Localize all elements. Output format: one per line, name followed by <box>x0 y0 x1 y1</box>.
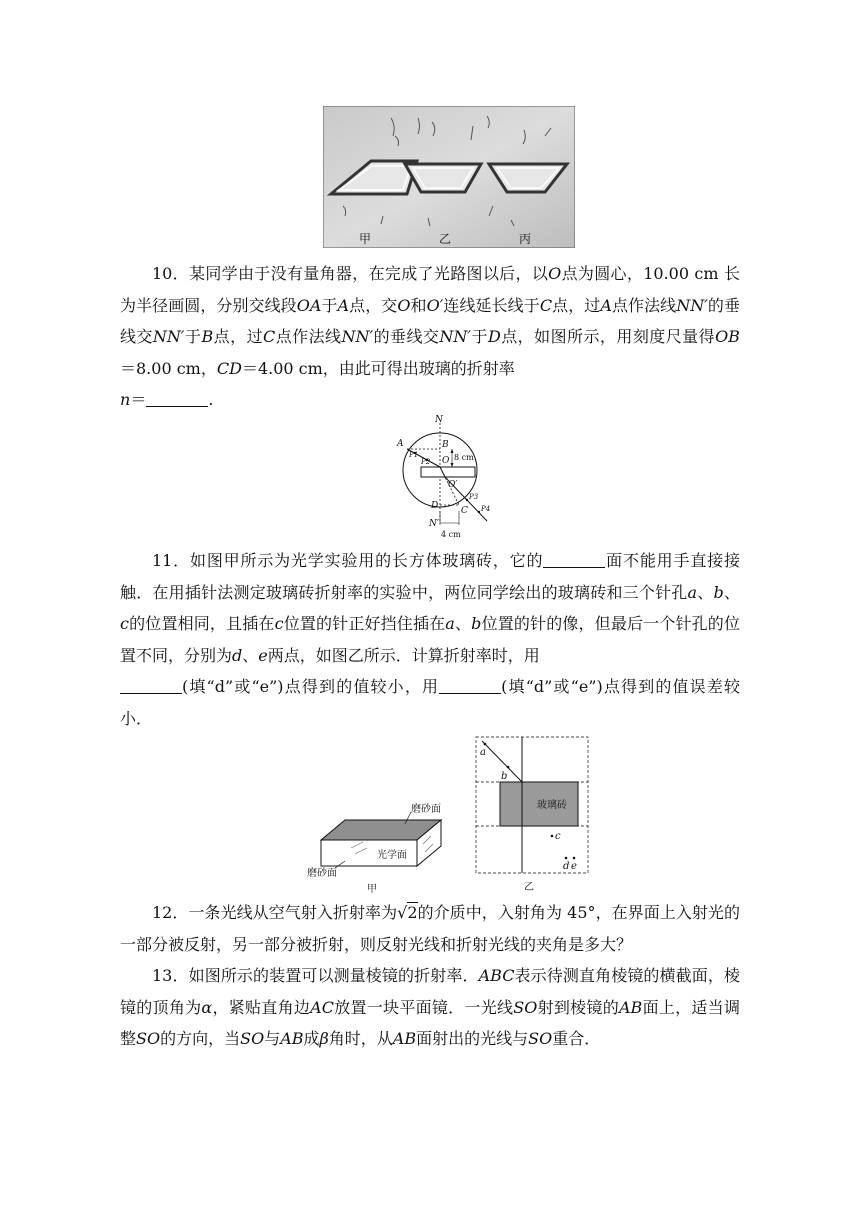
answer-blank-q10[interactable] <box>146 388 208 407</box>
sqrt-symbol: √ <box>397 903 408 922</box>
label-4cm: 4 cm <box>441 530 461 539</box>
label-P2: P2 <box>421 458 431 466</box>
caption-jia: 甲 <box>367 884 377 895</box>
label-glass: 玻璃砖 <box>537 800 567 811</box>
question-11: 11．如图甲所示为光学实验用的长方体玻璃砖，它的 面不能用手直接接触．在用插针法测定玻璃砖折射率的实验中，两位同学绘出的玻璃砖和三个针孔a、b、c的位置相同，且插在c位置的针正好挡住插在a、b位置的针的像，但最后一个针孔的位置不同，分别为d、e两点，如图乙所示．计算折射率时，用 (填“d”或“e”)点得到的值较小，用 (填“d”或“e”)点得到的值误差较小． <box>120 551 740 728</box>
label-top-frosted: 磨砂面 <box>411 804 441 815</box>
label-Np: N′ <box>429 519 439 529</box>
label-P1: P1 <box>409 451 419 459</box>
figure-q11-yi <box>470 733 595 895</box>
figure-q10 <box>395 413 505 545</box>
label-d: d <box>563 861 570 872</box>
question-10: 10．某同学由于没有量角器，在完成了光路图以后，以O点为圆心，10.00 cm 长为半径画圆，分别交线段OA于A点，交O和O′连线延长线于C点，过A点作法线NN′的垂线交NN′于B点，过C点作法线NN′的垂线交NN′于D点，如图所示，用刻度尺量得OB＝8.00 cm，CD＝4.00 cm，由此可得出玻璃的折射率 n＝ . <box>120 264 740 409</box>
answer-blank-q11-1[interactable] <box>543 549 605 568</box>
label-C: C <box>461 506 468 516</box>
label-B: B <box>442 440 449 450</box>
photo-label-yi: 乙 <box>439 232 452 246</box>
label-Op: O′ <box>448 480 458 490</box>
photo-label-bing: 丙 <box>519 232 532 246</box>
prism-photo <box>323 106 575 248</box>
label-8cm: 8 cm <box>454 453 474 462</box>
label-optical-face: 光学面 <box>377 850 407 861</box>
label-e: e <box>571 861 577 872</box>
label-O: O <box>442 456 450 466</box>
label-a: a <box>480 747 486 758</box>
label-side-frosted: 磨砂面 <box>307 868 337 879</box>
label-b: b <box>501 771 508 782</box>
photo-label-jia: 甲 <box>359 232 372 246</box>
label-P3: P3 <box>469 493 479 501</box>
question-12: 12．一条光线从空气射入折射率为√2的介质中，入射角为 45°，在界面上入射光的一部分被反射，另一部分被折射，则反射光线和折射光线的夹角是多大？ <box>120 903 740 954</box>
label-c: c <box>555 831 561 842</box>
label-A: A <box>397 439 404 449</box>
answer-blank-q11-2[interactable] <box>120 675 182 694</box>
caption-yi: 乙 <box>524 882 534 893</box>
label-N: N <box>435 415 443 425</box>
label-P4: P4 <box>481 505 491 513</box>
question-13: 13．如图所示的装置可以测量棱镜的折射率．ABC表示待测直角棱镜的横截面，棱镜的顶角为α，紧贴直角边AC放置一块平面镜．一光线SO射到棱镜的AB面上，适当调整SO的方向，当SO与AB成β角时，从AB面射出的光线与SO重合． <box>120 966 740 1048</box>
figure-q11-jia <box>305 796 465 896</box>
answer-blank-q11-3[interactable] <box>439 675 501 694</box>
label-D: D <box>431 501 439 511</box>
